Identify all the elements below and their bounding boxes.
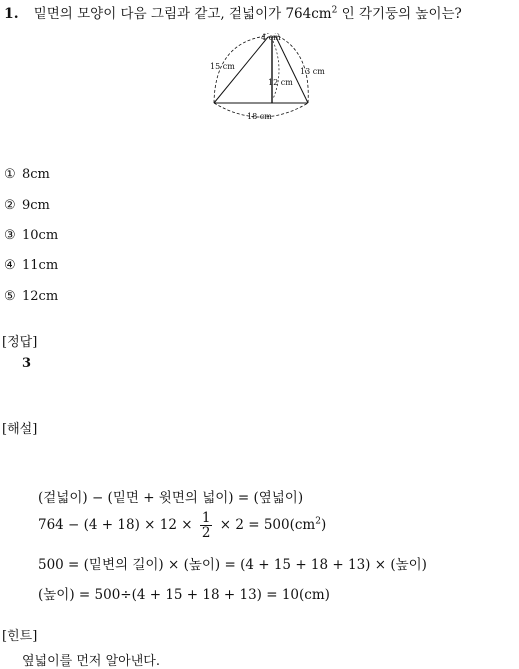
choice-mark: ④: [4, 258, 16, 273]
arc-height: [273, 41, 279, 99]
hint-text: 옆넓이를 먼저 알아낸다.: [22, 654, 160, 669]
fraction: $\frac{1}{2}$: [201, 510, 211, 541]
label-left: 15 cm: [210, 62, 235, 71]
choice-mark: ③: [4, 228, 16, 243]
choice-text: 11cm: [22, 258, 59, 273]
label-height: 12 cm: [268, 78, 293, 87]
choice-mark: ⑤: [4, 289, 16, 304]
choice-text: 12cm: [22, 289, 59, 304]
solution-label: [해설]: [2, 422, 38, 437]
choice-text: 10cm: [22, 228, 59, 243]
choice-text: 8cm: [22, 167, 50, 182]
choice-mark: ①: [4, 167, 16, 182]
answer-value: 3: [22, 356, 32, 371]
solution-line-1: (겉넓이) − (밑면 + 윗면의 넓이) = (옆넓이): [38, 490, 304, 506]
question-number: 1.: [4, 6, 19, 22]
solution-line-3: 500 = (밑변의 길이) × (높이) = (4 + 15 + 18 + 13) × (높이): [38, 557, 427, 573]
choice-5[interactable]: [4, 289, 58, 304]
hint-label: [힌트]: [2, 629, 38, 644]
question: [4, 2, 462, 22]
choice-mark: ②: [4, 198, 16, 213]
choice-3[interactable]: [4, 228, 58, 243]
choice-4[interactable]: [4, 258, 58, 273]
choice-1[interactable]: [4, 167, 50, 182]
choice-text: 9cm: [22, 198, 50, 213]
trapezoid-figure: [205, 33, 335, 123]
solution-line-2: 764 − (4 + 18) × 12 × $\frac{1}{2}$ × $2 = 500(cm^2)$: [38, 510, 327, 541]
answer-label: [정답]: [2, 335, 38, 350]
label-right: 13 cm: [300, 67, 325, 76]
label-top: 4 cm: [261, 33, 281, 42]
question-text: 밑면의 모양이 다음 그림과 같고, 겉넓이가 $764cm^2$ 인 각기둥의 높이는?: [33, 5, 462, 22]
choice-2[interactable]: [4, 198, 50, 213]
solution-line-4: (높이) = 500÷(4 + 15 + 18 + 13) = 10(cm): [38, 587, 330, 603]
label-bottom: 18 cm: [247, 112, 272, 121]
